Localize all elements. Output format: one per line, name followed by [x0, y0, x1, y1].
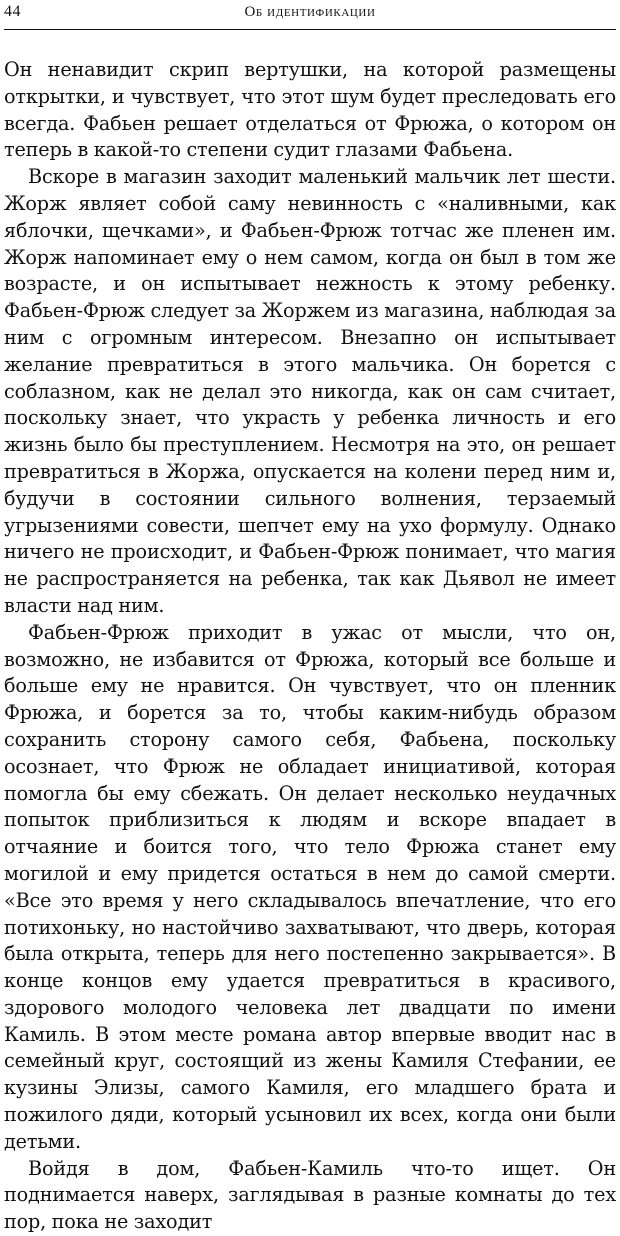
- paragraph: Войдя в дом, Фабьен-Камиль что-то ищет. Он поднимается наверх, заглядывая в разные комнаты до тех пор, пока не заходит: [4, 1156, 616, 1234]
- chapter-title: Об идентификации: [244, 4, 376, 20]
- paragraph: Вскоре в магазин заходит маленький мальчик лет шести. Жорж являет собой саму невинность с «наливными, как яблочки, щечками», и Фабьен-Фрюж тотчас же пленен им. Жорж напоминает ему о нем самом, когда он был в том же возрасте, и он испытывает нежность к этому ребенку. Фабьен-Фрюж следует за Жоржем из магазина, наблюдая за ним с огромным интересом. Внезапно он испытывает желание превратиться в этого мальчика. Он борется с соблазном, как не делал это никогда, как он сам считает, поскольку знает, что украсть у ребенка личность и его жизнь было бы преступлением. Несмотря на это, он решает превратиться в Жоржа, опускается на колени перед ним и, будучи в состоянии сильного волнения, терзаемый угрызениями совести, шепчет ему на ухо формулу. Однако ничего не происходит, и Фабьен-Фрюж понимает, что магия не распространяется на ребенка, так как Дьявол не имеет власти над ним.: [4, 165, 616, 617]
- paragraph: Фабьен-Фрюж приходит в ужас от мысли, что он, возможно, не избавится от Фрюжа, который все больше и больше ему не нравится. Он чувствует, что он пленник Фрюжа, и борется за то, чтобы каким-нибудь образом сохранить сторону самого себя, Фабьена, поскольку осознает, что Фрюж не обладает инициативой, которая помогла бы ему сбежать. Он делает несколько неудачных попыток приблизиться к людям и вскоре впадает в отчаяние и боится того, что тело Фрюжа станет ему могилой и ему придется остаться в нем до самой смерти. «Все это время у него складывалось впечатление, что его потихоньку, но настойчиво захватывают, что дверь, которая была открыта, теперь для него постепенно закрывается». В конце концов ему удается превратиться в красивого, здорового молодого человека лет двадцати по имени Камиль. В этом месте романа автор впервые вводит нас в семейный круг, состоящий из жены Камиля Стефании, ее кузины Элизы, самого Камиля, его младшего брата и пожилого дяди, который усыновил их всех, когда они были детьми.: [4, 620, 616, 1153]
- running-head: [0, 0, 620, 32]
- body-text: [4, 57, 616, 1236]
- header-rule: [4, 29, 616, 30]
- paragraph-continuation: Он ненавидит скрип вертушки, на которой размещены открытки, и чувствует, что этот шум будет преследовать его всегда. Фабьен решает отделаться от Фрюжа, о котором он теперь в какой-то степени судит глазами Фабьена.: [4, 58, 616, 162]
- page-number: 44: [4, 3, 21, 20]
